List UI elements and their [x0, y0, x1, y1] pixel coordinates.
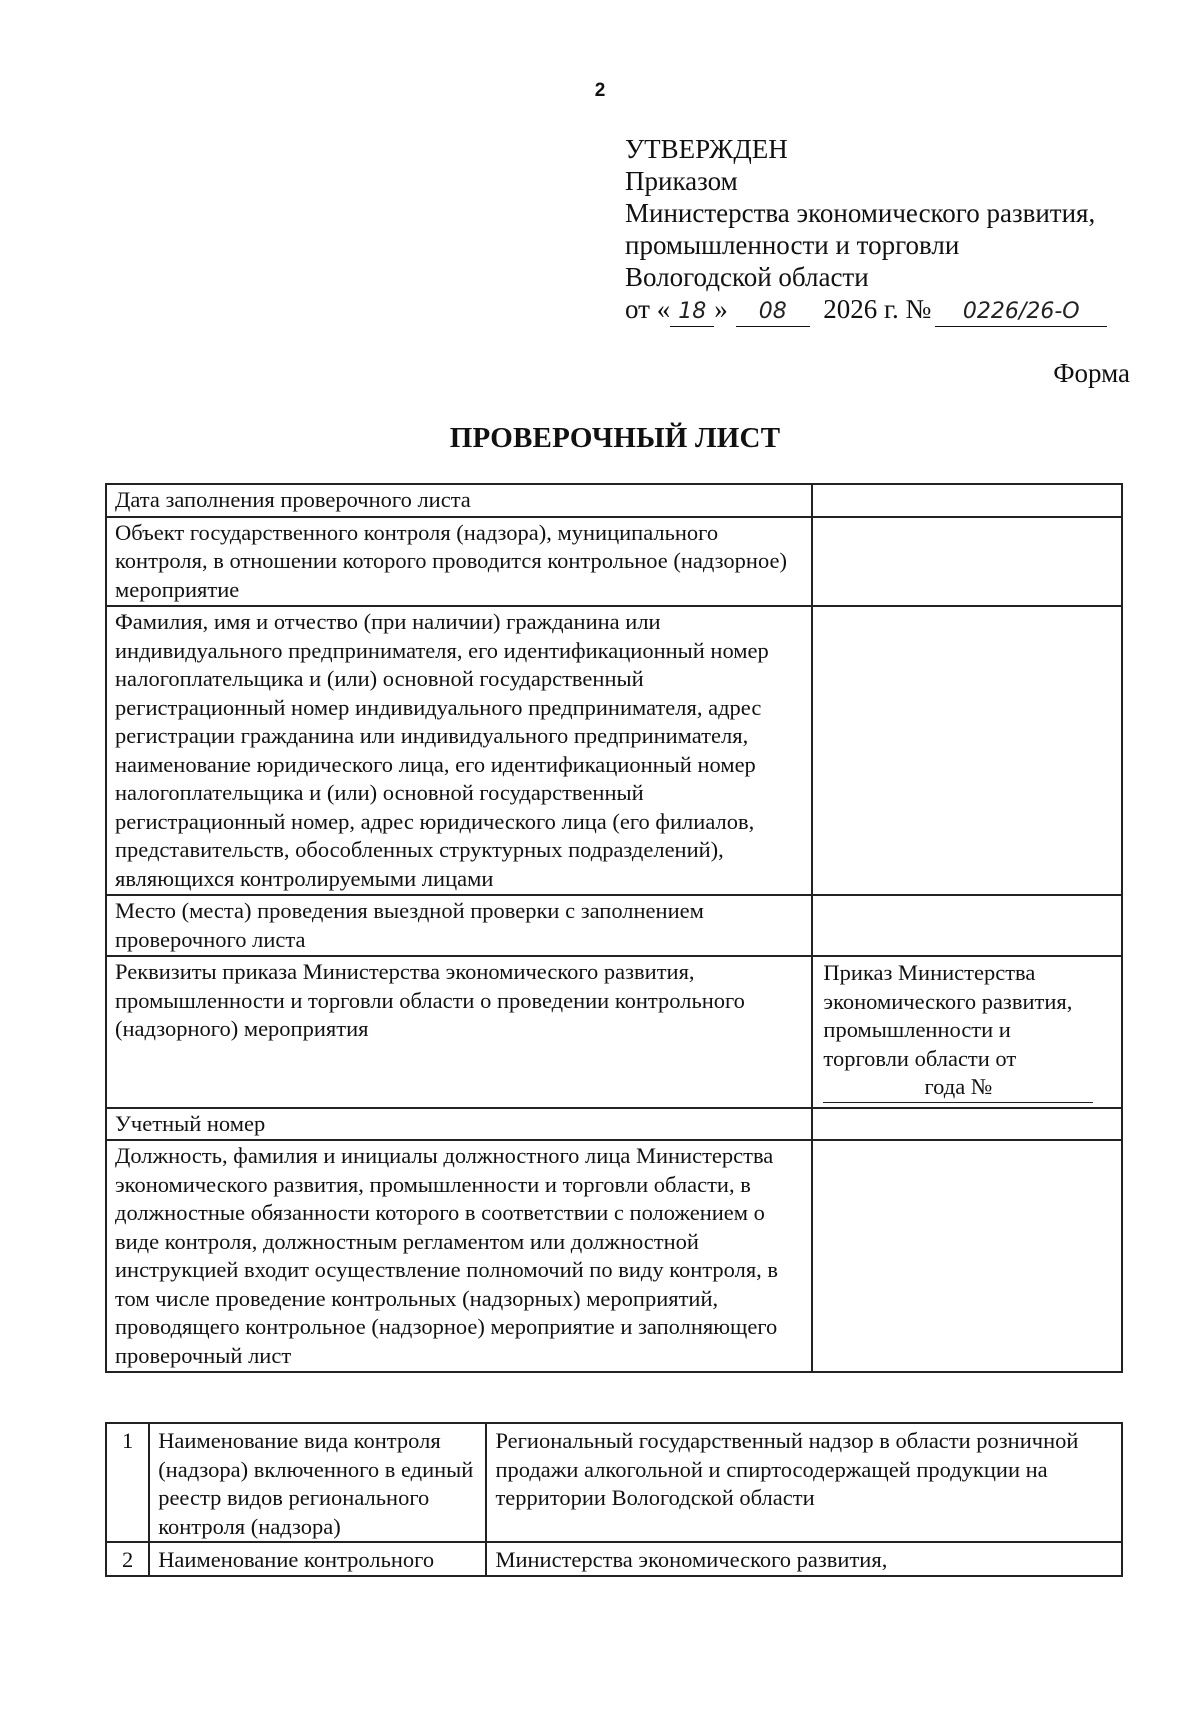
- row-value-fill-date: [812, 484, 1122, 517]
- table-row: [106, 956, 1122, 1108]
- row-label-order-details: Реквизиты приказа Министерства экономического развития, промышленности и торговли области о проведении контрольного (надзорного) мероприятия: [106, 956, 812, 1108]
- page-number: 2: [594, 80, 606, 101]
- approval-date-line: [625, 293, 1145, 327]
- document-title: ПРОВЕРОЧНЫЙ ЛИСТ: [449, 422, 781, 454]
- handwritten-month: 08: [736, 298, 810, 327]
- item-description: Министерства экономического развития,: [486, 1542, 1122, 1576]
- table-row: [106, 606, 1122, 895]
- info-table: [105, 483, 1123, 1373]
- table-row: [106, 484, 1122, 517]
- approval-title: УТВЕРЖДЕН: [625, 134, 788, 164]
- handwritten-order-number: 0226/26-О: [935, 298, 1107, 327]
- item-number: 1: [106, 1423, 149, 1542]
- row-label-registration-number: Учетный номер: [106, 1108, 812, 1141]
- table-row: [106, 1423, 1122, 1542]
- approval-line-3: промышленности и торговли: [625, 230, 960, 260]
- handwritten-day: 18: [670, 298, 714, 327]
- item-number: 2: [106, 1542, 149, 1576]
- approval-line-1: Приказом: [625, 166, 738, 196]
- order-line-3: промышленности и: [823, 1017, 1011, 1042]
- order-line-5: года №: [823, 1073, 1093, 1103]
- item-description: Региональный государственный надзор в области розничной продажи алкогольной и спиртосодержащей продукции на территории Вологодской области: [486, 1423, 1122, 1542]
- items-table: [105, 1422, 1123, 1577]
- table-row: [106, 1108, 1122, 1141]
- table-row: [106, 517, 1122, 607]
- approval-stamp-block: [625, 133, 1145, 327]
- table-row: [106, 1140, 1122, 1372]
- date-prefix: от «: [625, 294, 671, 324]
- item-name: Наименование вида контроля (надзора) включенного в единый реестр видов регионального контроля (надзора): [149, 1423, 486, 1542]
- order-line-2: экономического развития,: [823, 988, 1073, 1014]
- row-value-control-object: [812, 517, 1122, 607]
- row-label-official: Должность, фамилия и инициалы должностного лица Министерства экономического развития, промышленности и торговли области, в должностные обязанности которого в соответствии с положением о виде контроля, должностным регламентом или должностной инструкцией входит осуществление полномочий по виду контроля, в том числе проведение контрольных (надзорных) мероприятий, проводящего контрольное (надзорное) мероприятие и заполняющего проверочный лист: [106, 1140, 812, 1372]
- item-name: Наименование контрольного: [149, 1542, 486, 1576]
- row-label-control-object: Объект государственного контроля (надзора), муниципального контроля, в отношении которого проводится контрольное (надзорное) мероприятие: [106, 517, 812, 607]
- table-row: [106, 895, 1122, 956]
- form-label: Форма: [1053, 358, 1130, 388]
- row-value-order-details: [812, 956, 1122, 1108]
- approval-line-2: Министерства экономического развития,: [625, 198, 1096, 228]
- year-text: 2026 г. №: [823, 294, 932, 324]
- row-value-registration-number: [812, 1108, 1122, 1141]
- row-label-fill-date: Дата заполнения проверочного листа: [106, 484, 812, 517]
- row-value-controlled-person: [812, 606, 1122, 895]
- date-mid: »: [714, 294, 728, 324]
- order-line-4: торговли области от: [823, 1045, 1017, 1071]
- order-line-1: Приказ Министерства: [823, 960, 1036, 985]
- row-label-controlled-person: Фамилия, имя и отчество (при наличии) гражданина или индивидуального предпринимателя, его идентификационный номер налогоплательщика и (или) основной государственный регистрационный номер индивидуального предпринимателя, адрес регистрации гражданина или индивидуального предпринимателя, наименование юридического лица, его идентификационный номер налогоплательщика и (или) основной государственный регистрационный номер, адрес юридического лица (его филиалов, представительств, обособленных структурных подразделений), являющихся контролируемыми лицами: [106, 606, 812, 895]
- table-row: [106, 1542, 1122, 1576]
- row-value-official: [812, 1140, 1122, 1372]
- row-value-inspection-place: [812, 895, 1122, 956]
- approval-line-4: Вологодской области: [625, 262, 869, 292]
- row-label-inspection-place: Место (места) проведения выездной проверки с заполнением проверочного листа: [106, 895, 812, 956]
